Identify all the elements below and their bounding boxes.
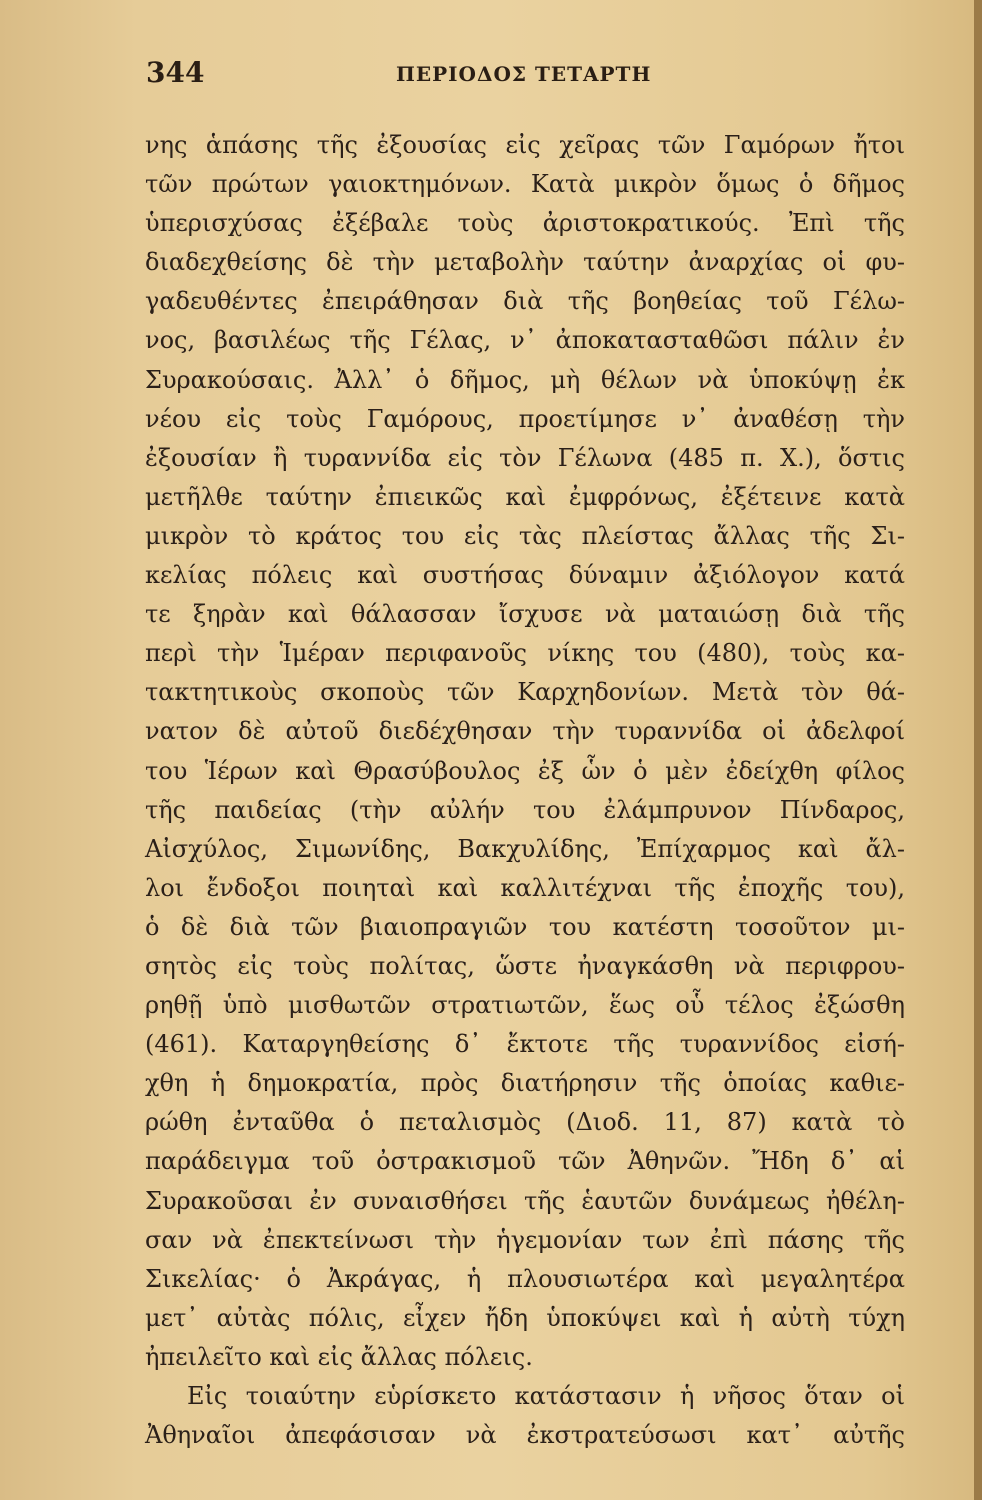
text-line: νέου εἰς τοὺς Γαμόρους, προετίμησε ν᾽ ἀναθέσῃ τὴν	[145, 404, 905, 433]
body-text	[145, 126, 905, 1455]
text-line: διαδεχθείσης δὲ τὴν μεταβολὴν ταύτην ἀναρχίας οἱ φυ-	[145, 248, 905, 277]
text-line: Συρακούσαις. Ἀλλ᾽ ὁ δῆμος, μὴ θέλων νὰ ὑποκύψῃ ἐκ	[145, 365, 905, 394]
text-line: ρώθη ἐνταῦθα ὁ πεταλισμὸς (Διοδ. 11, 87) κατὰ τὸ	[145, 1108, 905, 1137]
page-number: 344	[146, 56, 205, 89]
page-header	[146, 56, 906, 100]
text-line: σαν νὰ ἐπεκτείνωσι τὴν ἡγεμονίαν των ἐπὶ πάσης τῆς	[145, 1225, 905, 1254]
text-line: τε ξηρὰν καὶ θάλασσαν ἴσχυσε νὰ ματαιώσῃ διὰ τῆς	[145, 600, 905, 629]
paragraph-end-line: ἠπειλεῖτο καὶ εἰς ἄλλας πόλεις.	[145, 1342, 533, 1371]
text-line: ρηθῇ ὑπὸ μισθωτῶν στρατιωτῶν, ἕως οὗ τέλος ἐξώσθη	[145, 991, 905, 1020]
text-line: μετῆλθε ταύτην ἐπιεικῶς καὶ ἐμφρόνως, ἐξέτεινε κατὰ	[145, 482, 905, 511]
text-line: μετ᾽ αὐτὰς πόλις, εἶχεν ἤδη ὑποκύψει καὶ ἡ αὐτὴ τύχη	[145, 1303, 905, 1332]
text-line: νος, βασιλέως τῆς Γέλας, ν᾽ ἀποκατασταθῶσι πάλιν ἐν	[145, 326, 905, 355]
text-line: τακτητικοὺς σκοποὺς τῶν Καρχηδονίων. Μετὰ τὸν θά-	[145, 678, 905, 707]
text-line: Αἰσχύλος, Σιμωνίδης, Βακχυλίδης, Ἐπίχαρμος καὶ ἄλ-	[145, 834, 905, 863]
text-line: Ἀθηναῖοι ἀπεφάσισαν νὰ ἐκστρατεύσωσι κατ᾽ αὐτῆς	[145, 1421, 905, 1450]
text-line: γαδευθέντες ἐπειράθησαν διὰ τῆς βοηθείας τοῦ Γέλω-	[145, 287, 905, 316]
text-line: του Ἱέρων καὶ Θρασύβουλος ἐξ ὧν ὁ μὲν ἐδείχθη φίλος	[145, 756, 905, 785]
text-line: ὑπερισχύσας ἐξέβαλε τοὺς ἀριστοκρατικούς. Ἐπὶ τῆς	[145, 209, 905, 238]
text-line: παράδειγμα τοῦ ὀστρακισμοῦ τῶν Ἀθηνῶν. Ἤδη δ᾽ αἱ	[145, 1147, 905, 1176]
text-line: τῶν πρώτων γαιοκτημόνων. Κατὰ μικρὸν ὅμως ὁ δῆμος	[145, 170, 905, 199]
text-line: νης ἁπάσης τῆς ἐξουσίας εἰς χεῖρας τῶν Γαμόρων ἤτοι	[145, 131, 905, 159]
text-line: Σικελίας· ὁ Ἀκράγας, ἡ πλουσιωτέρα καὶ μεγαλητέρα	[145, 1264, 905, 1293]
paragraph-start-line: Εἰς τοιαύτην εὑρίσκετο κατάστασιν ἡ νῆσος ὅταν οἱ	[187, 1382, 905, 1410]
text-line: νατον δὲ αὐτοῦ διεδέχθησαν τὴν τυραννίδα οἱ ἀδελφοί	[145, 717, 905, 746]
text-line: μικρὸν τὸ κράτος του εἰς τὰς πλείστας ἄλλας τῆς Σι-	[145, 521, 905, 550]
text-line: ὁ δὲ διὰ τῶν βιαιοπραγιῶν του κατέστη τοσοῦτον μι-	[145, 912, 905, 941]
text-line: (461). Καταργηθείσης δ᾽ ἔκτοτε τῆς τυραννίδος εἰσή-	[145, 1030, 905, 1059]
text-line: ἐξουσίαν ἢ τυραννίδα εἰς τὸν Γέλωνα (485 π. Χ.), ὅστις	[145, 443, 905, 472]
text-line: λοι ἔνδοξοι ποιηταὶ καὶ καλλιτέχναι τῆς ἐποχῆς του),	[145, 873, 905, 902]
text-line: κελίας πόλεις καὶ συστήσας δύναμιν ἀξιόλογον κατά	[145, 561, 905, 590]
text-line: χθη ἡ δημοκρατία, πρὸς διατήρησιν τῆς ὁποίας καθιε-	[145, 1069, 905, 1098]
text-line: περὶ τὴν Ἱμέραν περιφανοῦς νίκης του (480), τοὺς κα-	[145, 639, 905, 668]
text-line: Συρακοῦσαι ἐν συναισθήσει τῆς ἑαυτῶν δυνάμεως ἠθέλη-	[145, 1186, 905, 1215]
text-line: σητὸς εἰς τοὺς πολίτας, ὥστε ἠναγκάσθη νὰ περιφρου-	[145, 951, 905, 980]
page-edge	[974, 0, 982, 1500]
running-head: ΠΕΡΙΟΔΟΣ ΤΕΤΑΡΤΗ	[396, 62, 652, 86]
text-line: τῆς παιδείας (τὴν αὐλήν του ἐλάμπρυνον Πίνδαρος,	[145, 795, 905, 824]
